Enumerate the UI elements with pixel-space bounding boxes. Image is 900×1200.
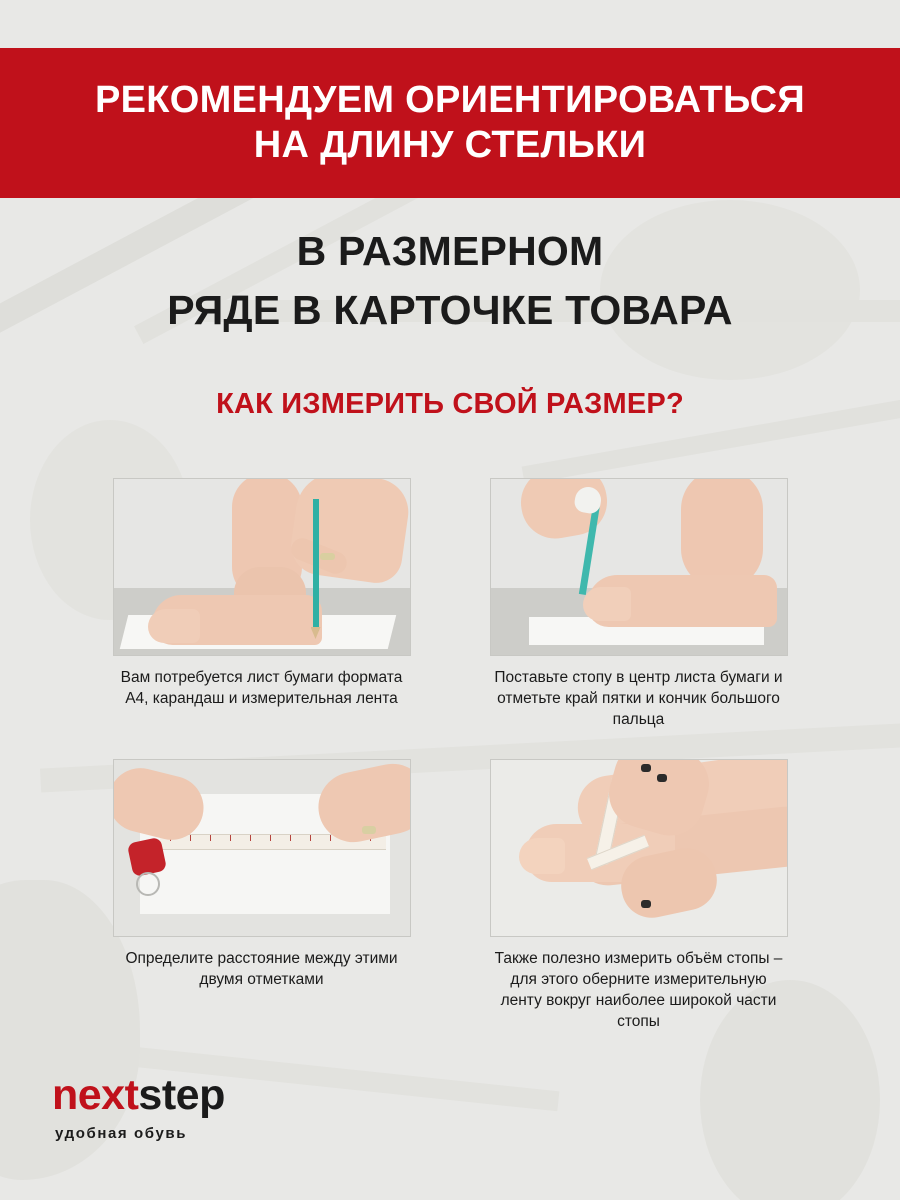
step-4: [465, 759, 812, 1033]
ring-shape: [362, 826, 376, 834]
nail-shape: [641, 900, 651, 908]
logo-next-text: next: [52, 1071, 139, 1119]
photo-paper-pencil-tape: [113, 478, 411, 656]
steps-grid: [0, 478, 900, 1032]
brand-logo: [52, 1071, 225, 1142]
step-1: [88, 478, 435, 731]
step-3: [88, 759, 435, 1033]
nail-shape: [657, 774, 667, 782]
logo-wordmark: [52, 1071, 225, 1119]
toes-shape: [148, 609, 200, 643]
logo-step-text: step: [138, 1071, 225, 1119]
photo-measuring-foot-girth: [490, 759, 788, 937]
headline-banner: [0, 48, 900, 198]
headline-line-2: РЯДЕ В КАРТОЧКЕ ТОВАРА: [167, 287, 733, 334]
banner-line-1: РЕКОМЕНДУЕМ ОРИЕНТИРОВАТЬСЯ: [94, 79, 806, 122]
pencil-shape: [313, 499, 319, 631]
tape-ring-shape: [136, 872, 160, 896]
photo-foot-on-paper-marking: [490, 478, 788, 656]
step-2: [465, 478, 812, 731]
step-4-caption: Также полезно измерить объём стопы – для этого оберните измерительную ленту вокруг наиболее широкой части стопы: [494, 949, 783, 1030]
step-1-caption: Вам потребуется лист бумаги формата А4, карандаш и измерительная лента: [120, 669, 403, 707]
hand-shape: [287, 478, 411, 586]
banner-line-2: НА ДЛИНУ СТЕЛЬКИ: [253, 124, 647, 166]
nail-shape: [641, 764, 651, 772]
step-2-caption: Поставьте стопу в центр листа бумаги и отметьте край пятки и кончик большого пальца: [494, 669, 783, 728]
subheading: КАК ИЗМЕРИТЬ СВОЙ РАЗМЕР?: [216, 388, 684, 420]
logo-tagline: удобная обувь: [55, 1125, 188, 1142]
headline-line-1: В РАЗМЕРНОМ: [296, 228, 604, 274]
step-3-caption: Определите расстояние между этими двумя отметками: [125, 949, 398, 988]
toes-shape: [519, 838, 565, 874]
toes-shape: [583, 587, 631, 621]
tape-case-shape: [126, 837, 166, 877]
leg-shape: [681, 478, 763, 589]
ring-shape: [320, 553, 335, 560]
page-title: [0, 222, 900, 341]
photo-measuring-distance: [113, 759, 411, 937]
